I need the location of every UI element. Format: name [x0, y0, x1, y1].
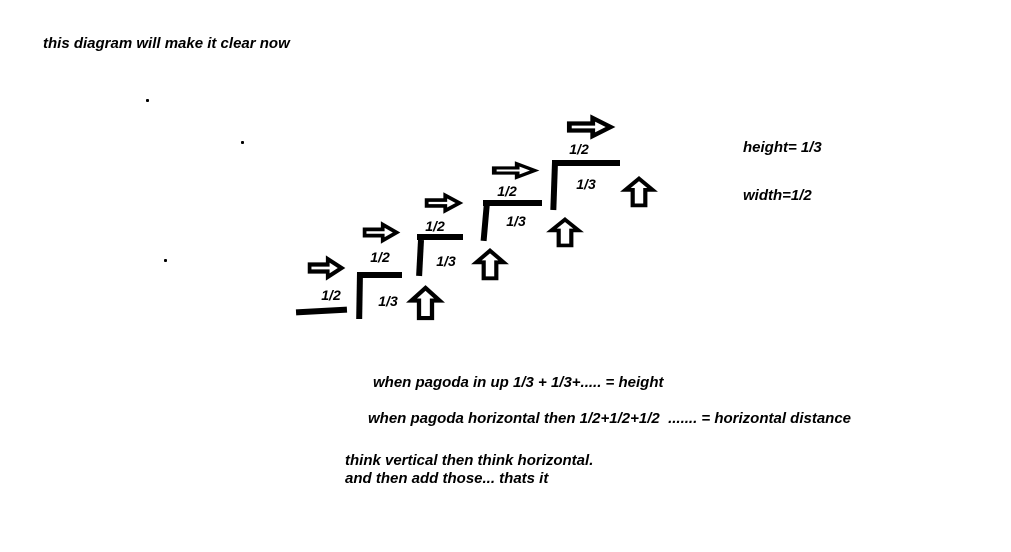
- note-line-1: when pagoda in up 1/3 + 1/3+..... = height: [373, 374, 664, 391]
- stray-dot-3: [164, 259, 167, 262]
- right-arrow-2-icon: [362, 221, 400, 244]
- step-3-width-label: 1/2: [425, 218, 445, 234]
- step-5-vertical-line: [550, 162, 558, 210]
- step-3-height-label: 1/3: [436, 253, 456, 269]
- right-arrow-1-icon: [307, 255, 345, 281]
- step-4-height-label: 1/3: [506, 213, 526, 229]
- up-arrow-1-icon: [408, 285, 443, 321]
- stray-dot-1: [146, 99, 149, 102]
- right-arrow-5-icon: [566, 114, 615, 140]
- step-1-width-label: 1/2: [321, 287, 341, 303]
- step-2-vertical-line: [356, 272, 363, 319]
- right-arrow-3-icon: [424, 192, 463, 214]
- step-4-width-label: 1/2: [497, 183, 517, 199]
- up-arrow-3-icon: [548, 217, 582, 248]
- step-3-vertical-line: [416, 240, 424, 276]
- stray-dot-2: [241, 141, 244, 144]
- up-arrow-4-icon: [622, 176, 656, 208]
- step-2-horizontal-line: [357, 272, 402, 278]
- step-2-width-label: 1/2: [370, 249, 390, 265]
- up-arrow-2-icon: [473, 248, 507, 281]
- note-line-3: think vertical then think horizontal.: [345, 452, 594, 469]
- step-5-horizontal-line: [552, 160, 620, 166]
- step-4-horizontal-line: [483, 200, 542, 206]
- width-note: width=1/2: [743, 187, 812, 204]
- title-text: this diagram will make it clear now: [43, 35, 290, 52]
- step-3-horizontal-line: [417, 234, 463, 240]
- step-1-base-line: [296, 307, 347, 316]
- note-line-2: when pagoda horizontal then 1/2+1/2+1/2 ....... = horizontal distance: [368, 410, 852, 427]
- step-2-height-label: 1/3: [378, 293, 398, 309]
- step-5-width-label: 1/2: [569, 141, 589, 157]
- step-5-height-label: 1/3: [576, 176, 596, 192]
- note-line-4: and then add those... thats it: [345, 470, 549, 487]
- step-4-vertical-line: [481, 202, 490, 241]
- height-note: height= 1/3: [743, 139, 822, 156]
- right-arrow-4-icon: [491, 161, 539, 180]
